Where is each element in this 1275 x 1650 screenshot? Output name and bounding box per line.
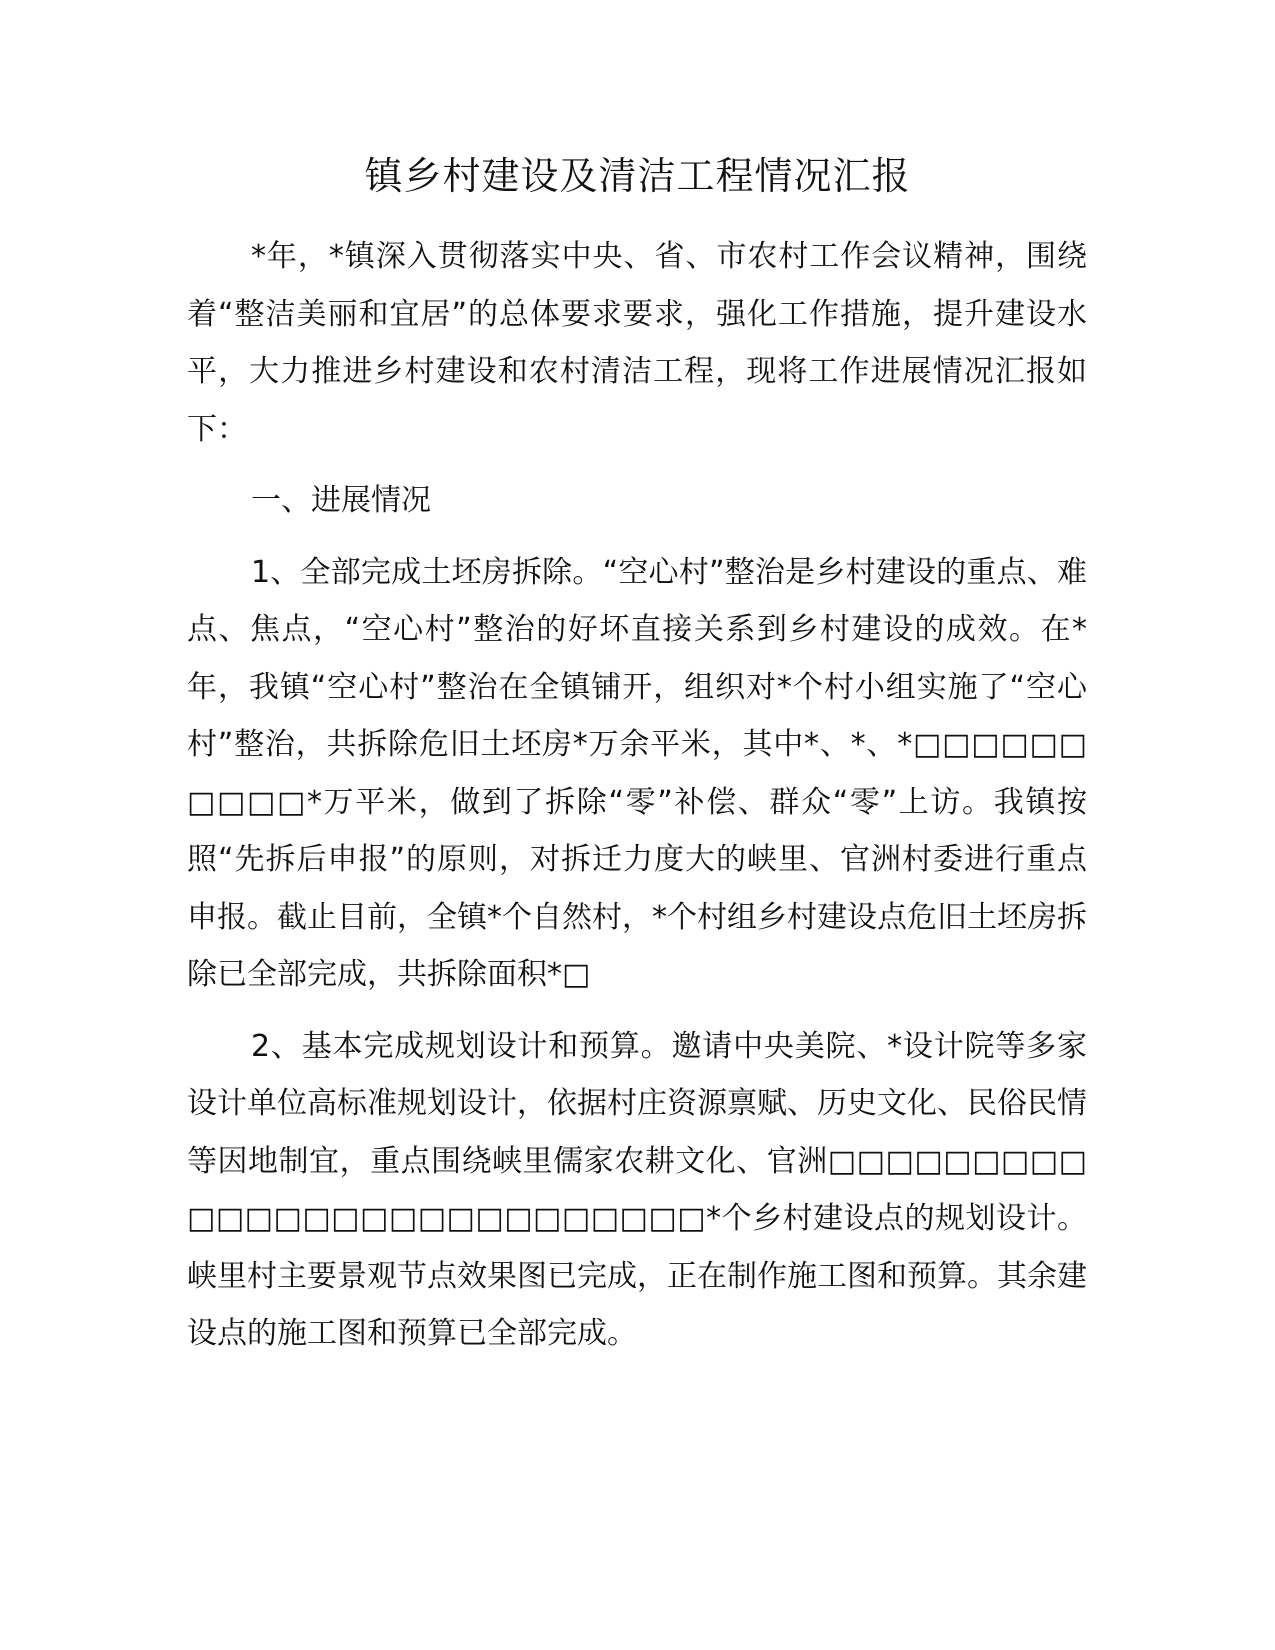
intro-paragraph: *年，*镇深入贯彻落实中央、省、市农村工作会议精神，围绕着“整洁美丽和宜居”的总体要求要求，强化工作措施，提升建设水平，大力推进乡村建设和农村清洁工程，现将工作进展情况汇报如下：: [187, 239, 1087, 447]
document-title: 镇乡村建设及清洁工程情况汇报: [364, 154, 911, 198]
progress-item-2-paragraph: 2、基本完成规划设计和预算。邀请中央美院、*设计院等多家设计单位高标准规划设计，依据村庄资源禀赋、历史文化、民俗民情等因地制宜，重点围绕峡里儒家农耕文化、官洲□□□□□□□□□□□□□□□□□□□□□□□□□□□*个乡村建设点的规划设计。峡里村主要景观节点效果图已完成，正在制作施工图和预算。其余建设点的施工图和预算已全部完成。: [187, 1028, 1087, 1351]
progress-item-1-paragraph: 1、全部完成土坯房拆除。“空心村”整治是乡村建设的重点、难点、焦点，“空心村”整治的好坏直接关系到乡村建设的成效。在*年，我镇“空心村”整治在全镇铺开，组织对*个村小组实施了“空心村”整治，共拆除危旧土坯房*万余平米，其中*、*、*□□□□□□□□□□*万平米，做到了拆除“零”补偿、群众“零”上访。我镇按照“先拆后申报”的原则，对拆迁力度大的峡里、官洲村委进行重点申报。截止目前，全镇*个自然村，*个村组乡村建设点危旧土坯房拆除已全部完成，共拆除面积*□: [187, 554, 1087, 992]
document-body: [187, 228, 1087, 1377]
section-heading: 一、进展情况: [251, 483, 431, 518]
